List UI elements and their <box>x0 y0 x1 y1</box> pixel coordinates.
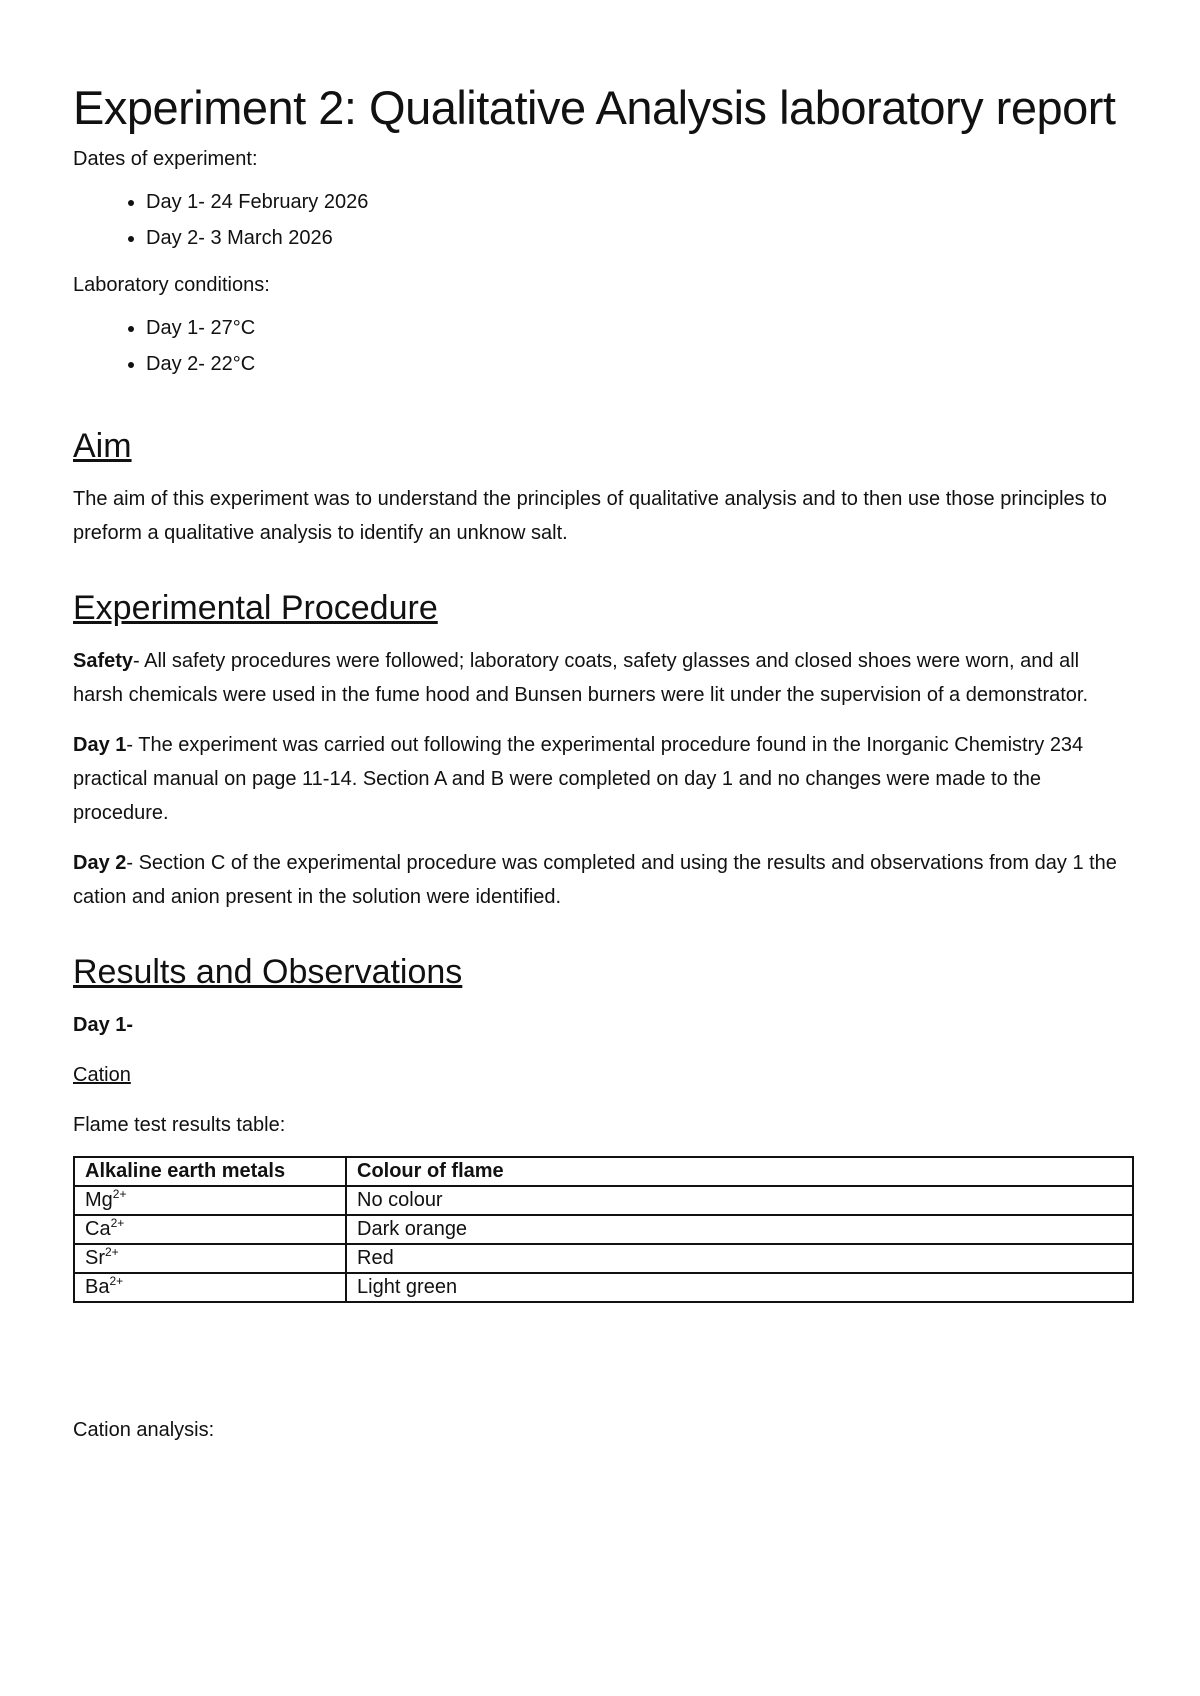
ion-symbol: Mg <box>85 1189 113 1211</box>
table-caption: Flame test results table: <box>73 1114 286 1136</box>
table-row <box>74 1273 1133 1302</box>
table-row <box>74 1215 1133 1244</box>
results-heading: Results and Observations <box>73 953 463 991</box>
cation-analysis-label: Cation analysis: <box>73 1419 215 1441</box>
colour-cell: No colour <box>346 1186 1133 1215</box>
ion-charge: 2+ <box>110 1216 125 1230</box>
ion-cell <box>74 1244 346 1273</box>
conditions-list <box>73 310 1133 382</box>
day1-text: - The experiment was carried out following the experimental procedure found in the Inorganic Chemistry 234 practical manual on page 11-14. Section A and B were completed on day 1 and no changes were made to the procedure. <box>73 734 1084 824</box>
ion-charge: 2+ <box>112 1187 127 1201</box>
table-row <box>74 1186 1133 1215</box>
results-day1-label: Day 1- <box>73 1014 134 1036</box>
colour-cell: Dark orange <box>346 1215 1133 1244</box>
document-title: Experiment 2: Qualitative Analysis laboratory report <box>73 81 1116 134</box>
day2-label: Day 2 <box>73 852 127 874</box>
safety-label: Safety <box>73 650 134 672</box>
ion-symbol: Ba <box>85 1276 110 1298</box>
safety-paragraph <box>73 644 1133 712</box>
table-header-row <box>74 1157 1133 1186</box>
header-colour-of-flame: Colour of flame <box>346 1157 1133 1186</box>
cation-label: Cation <box>73 1064 131 1086</box>
ion-cell <box>74 1186 346 1215</box>
procedure-heading: Experimental Procedure <box>73 589 438 627</box>
ion-symbol: Ca <box>85 1218 111 1240</box>
safety-text: - All safety procedures were followed; laboratory coats, safety glasses and closed shoes were worn, and all harsh chemicals were used in the fume hood and Bunsen burners were lit under the supervision of a demonstrator. <box>73 650 1089 706</box>
document-page <box>73 78 1133 1463</box>
aim-text: The aim of this experiment was to understand the principles of qualitative analysis and to then use those principles to preform a qualitative analysis to identify an unknow salt. <box>73 488 1107 544</box>
list-item: • Day 1- 24 February 2026 <box>146 184 1133 220</box>
header-alkaline-earth-metals: Alkaline earth metals <box>74 1157 346 1186</box>
day1-paragraph <box>73 728 1133 830</box>
list-item: • Day 2- 22°C <box>146 346 1133 382</box>
day2-text: - Section C of the experimental procedure was completed and using the results and observations from day 1 the cation and anion present in the solution were identified. <box>73 852 1117 908</box>
table-row <box>74 1244 1133 1273</box>
colour-cell: Light green <box>346 1273 1133 1302</box>
list-item: • Day 1- 27°C <box>146 310 1133 346</box>
results-day1-paragraph <box>73 1008 1133 1042</box>
ion-symbol: Sr <box>85 1247 105 1269</box>
day1-label: Day 1 <box>73 734 127 756</box>
aim-heading: Aim <box>73 427 132 465</box>
ion-cell <box>74 1215 346 1244</box>
day2-paragraph <box>73 846 1133 914</box>
ion-cell <box>74 1273 346 1302</box>
ion-charge: 2+ <box>109 1274 124 1288</box>
colour-cell: Red <box>346 1244 1133 1273</box>
list-item: • Day 2- 3 March 2026 <box>146 220 1133 256</box>
dates-label: Dates of experiment: <box>73 148 258 170</box>
conditions-label: Laboratory conditions: <box>73 274 270 296</box>
dates-list <box>73 184 1133 256</box>
ion-charge: 2+ <box>105 1245 119 1259</box>
flame-test-table <box>73 1156 1134 1303</box>
